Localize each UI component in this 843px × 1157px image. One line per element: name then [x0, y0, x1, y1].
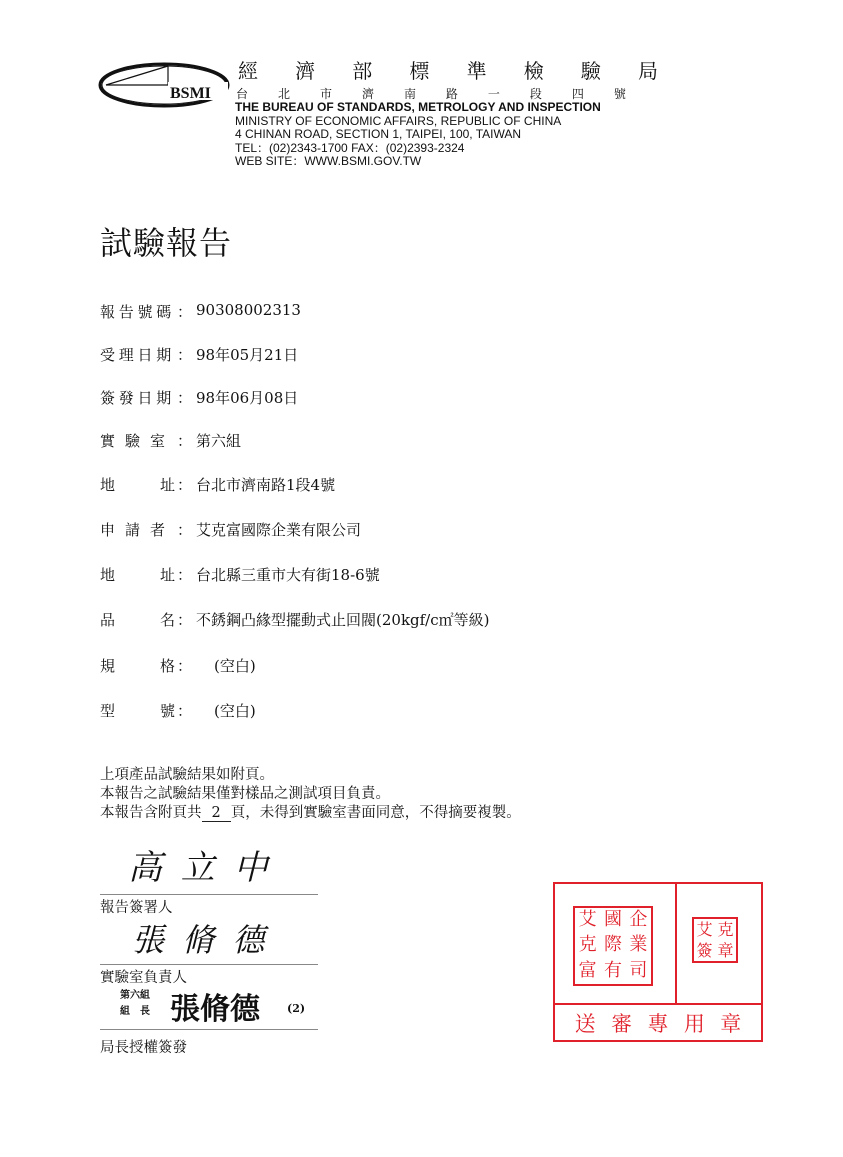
char: 一	[487, 87, 500, 101]
official-stamp-prefix: 第六組 組 長	[120, 990, 150, 1017]
field-specification	[100, 655, 256, 676]
field-label: 實 驗 室 ：	[100, 432, 192, 450]
report-notes	[100, 766, 521, 823]
char: 濟	[361, 87, 374, 101]
signature-role: 局長授權簽發	[100, 1040, 187, 1056]
field-report-number	[100, 301, 301, 322]
field-lab-address	[100, 474, 335, 495]
stamp-caption: 送 審 專 用 章	[574, 1012, 742, 1036]
field-applicant	[100, 519, 361, 540]
signature-director-stamp: 張脩德	[170, 992, 260, 1027]
note-line: 本報告之試驗結果僅對樣品之測試項目負責。	[100, 786, 390, 802]
field-label: 受 理 日 期 ：	[100, 346, 192, 364]
company-seal: 艾 國 企 克 際 業 富 有 司	[573, 906, 653, 986]
stamp-divider	[555, 1003, 761, 1005]
page-count: 2	[202, 806, 231, 822]
agency-name-cn	[238, 55, 658, 84]
field-label: 地 址 ：	[100, 566, 192, 584]
char: 標	[409, 59, 430, 83]
char: 市	[319, 87, 332, 101]
field-received-date	[100, 344, 298, 365]
char: 號	[613, 87, 626, 101]
field-value: 台北縣三重市大有街18-6號	[196, 566, 380, 584]
char: 檢	[523, 59, 544, 83]
field-label: 規 格 ：	[100, 657, 192, 675]
review-stamp	[553, 882, 763, 1042]
char: 南	[403, 87, 416, 101]
signature-line	[100, 894, 318, 895]
note-line: 上項產品試驗結果如附頁。	[100, 767, 274, 783]
document-title: 試驗報告	[100, 224, 233, 262]
agency-address-en: 4 CHINAN ROAD, SECTION 1, TAIPEI, 100, TAIWAN	[235, 127, 522, 141]
char: 經	[238, 59, 258, 83]
note-line: 本報告含附頁共 2 頁，未得到實驗室書面同意，不得摘要複製。	[100, 805, 521, 821]
field-value: 不銹鋼凸緣型擺動式止回閥(20kgf/c㎡等級)	[196, 611, 490, 629]
stamp-suffix: (2)	[287, 1002, 306, 1015]
agency-info-en	[235, 101, 601, 169]
signature-role: 實驗室負責人	[100, 970, 187, 986]
field-label: 品 名 ：	[100, 611, 192, 629]
field-value: 第六組	[196, 432, 242, 450]
agency-website: WEB SITE：WWW.BSMI.GOV.TW	[235, 154, 422, 168]
field-applicant-address	[100, 564, 380, 585]
field-value: (空白)	[214, 702, 256, 720]
char: 四	[571, 87, 584, 101]
field-value: (空白)	[214, 657, 256, 675]
field-value: 90308002313	[196, 301, 301, 319]
field-value: 台北市濟南路1段4號	[196, 476, 336, 494]
signature-role: 報告簽署人	[100, 900, 173, 916]
agency-name-en: THE BUREAU OF STANDARDS, METROLOGY AND INSPECTION	[235, 100, 601, 114]
char: 段	[529, 87, 542, 101]
char: 驗	[580, 59, 601, 83]
char: 路	[445, 87, 458, 101]
field-label: 報 告 號 碼 ：	[100, 303, 192, 321]
field-label: 申 請 者 ：	[100, 521, 192, 539]
field-label: 簽 發 日 期 ：	[100, 389, 192, 407]
char: 北	[277, 87, 290, 101]
svg-text:BSMI: BSMI	[170, 85, 211, 102]
field-label: 地 址 ：	[100, 476, 192, 494]
bsmi-logo	[98, 60, 233, 110]
field-issue-date	[100, 387, 298, 408]
char: 濟	[295, 59, 316, 83]
field-value: 98年06月08日	[196, 389, 299, 407]
field-laboratory	[100, 430, 241, 451]
char: 準	[466, 59, 487, 83]
char: 局	[637, 59, 658, 83]
ministry-name-en: MINISTRY OF ECONOMIC AFFAIRS, REPUBLIC OF CHINA	[235, 113, 562, 128]
field-label: 型 號 ：	[100, 702, 192, 720]
stamp-divider	[675, 884, 677, 1003]
signature-line	[100, 964, 318, 965]
field-value: 艾克富國際企業有限公司	[196, 521, 362, 539]
signature-line	[100, 1029, 318, 1030]
char: 台	[236, 87, 249, 101]
agency-contact: TEL：(02)2343-1700 FAX：(02)2393-2324	[235, 140, 465, 155]
field-value: 98年05月21日	[196, 346, 299, 364]
signature-report-signer: 高 立 中	[128, 848, 272, 888]
signature-lab-head: 張 脩 德	[132, 921, 269, 959]
representative-seal: 艾 克 簽 章	[692, 917, 738, 963]
field-model	[100, 700, 256, 721]
char: 部	[352, 59, 373, 83]
field-product-name	[100, 609, 490, 630]
